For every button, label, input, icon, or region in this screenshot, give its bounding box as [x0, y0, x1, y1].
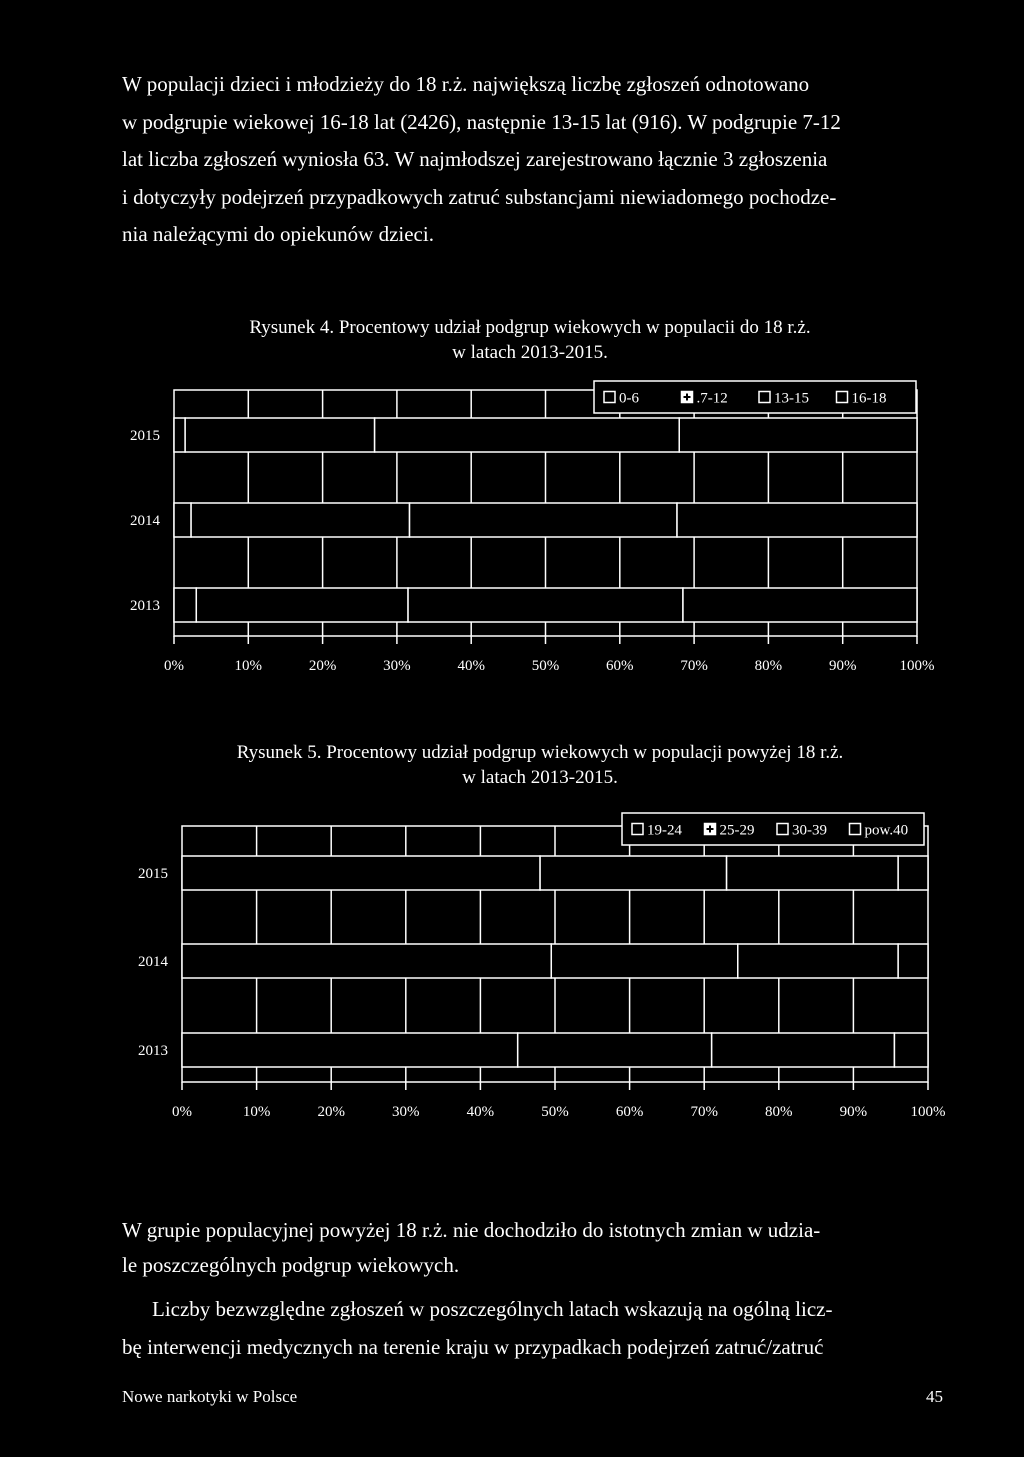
x-tick-label: 70%: [680, 658, 708, 674]
x-tick-label: 0%: [172, 1104, 192, 1120]
x-tick-label: 0%: [164, 658, 184, 674]
legend-label: 13-15: [774, 390, 809, 407]
x-tick-label: 20%: [317, 1104, 345, 1120]
y-category-label: 2014: [138, 954, 168, 970]
y-category-label: 2015: [130, 428, 160, 444]
x-tick-label: 70%: [690, 1104, 718, 1120]
legend-label: 16-18: [851, 390, 887, 407]
legend-label: .7-12: [696, 390, 728, 407]
figure5-caption-line1: Rysunek 5. Procentowy udział podgrup wiekowych w populacji powyżej 18 r.ż.: [236, 742, 844, 763]
legend-label: 25-29: [719, 822, 755, 839]
bar-segment-30-39: [727, 856, 899, 890]
x-tick-label: 30%: [383, 658, 411, 674]
x-tick-label: 40%: [466, 1104, 495, 1120]
x-tick-label: 80%: [754, 658, 783, 674]
bar-segment-pow-40: [894, 1033, 928, 1067]
x-tick-label: 60%: [606, 658, 634, 674]
text-line: le poszczególnych podgrup wiekowych.: [122, 1253, 460, 1277]
bar-segment-25-29: [518, 1033, 712, 1067]
x-tick-label: 10%: [242, 1104, 271, 1120]
figure4-caption-line2: w latach 2013-2015.: [452, 342, 608, 363]
bar-segment-25-29: [540, 856, 727, 890]
text-line: Liczby bezwzględne zgłoszeń w poszczególnych latach wskazują na ogólną licz-: [152, 1297, 833, 1321]
text-line: nia należącymi do opiekunów dzieci.: [122, 222, 434, 246]
figure4-caption-line1: Rysunek 4. Procentowy udział podgrup wiekowych w populacii do 18 r.ż.: [249, 317, 811, 338]
bar-segment-19-24: [182, 856, 540, 890]
page-number: 45: [926, 1387, 943, 1406]
x-tick-label: 50%: [541, 1104, 569, 1120]
bar-segment-pow-40: [898, 944, 928, 978]
text-line: lat liczba zgłoszeń wyniosła 63. W najmłodszej zarejestrowano łącznie 3 zgłoszenia: [122, 147, 828, 171]
text-line: i dotyczyły podejrzeń przypadkowych zatruć substancjami niewiadomego pochodze-: [122, 184, 837, 209]
outro-paragraph-2: [122, 1291, 948, 1366]
legend-swatch: [632, 824, 643, 835]
x-tick-label: 40%: [457, 658, 485, 674]
y-category-label: 2013: [138, 1043, 168, 1059]
x-tick-label: 90%: [828, 658, 857, 674]
x-tick-label: 50%: [531, 658, 560, 674]
x-tick-label: 30%: [392, 1104, 420, 1120]
legend-label: pow.40: [864, 822, 909, 839]
x-tick-label: 80%: [765, 1104, 793, 1120]
legend-swatch: [850, 824, 861, 835]
text-line: bę interwencji medycznych na terenie kraju w przypadkach podejrzeń zatruć/zatruć: [122, 1334, 824, 1359]
figure5-caption-line2: w latach 2013-2015.: [462, 767, 618, 788]
legend-label: 30-39: [792, 822, 827, 839]
x-tick-label: 90%: [839, 1104, 868, 1120]
x-tick-label: 100%: [899, 658, 935, 674]
x-tick-label: 60%: [615, 1104, 644, 1120]
y-category-label: 2013: [130, 598, 160, 614]
outro-paragraph-1: [122, 1213, 948, 1283]
bar-segment-pow-40: [898, 856, 928, 890]
x-tick-label: 100%: [910, 1104, 946, 1120]
x-tick-label: 10%: [234, 658, 263, 674]
text-line: W grupie populacyjnej powyżej 18 r.ż. nie dochodziło do istotnych zmian w udzia-: [122, 1218, 821, 1242]
bar-segment-19-24: [182, 1033, 518, 1067]
y-category-label: 2015: [138, 866, 168, 882]
footer-title: Nowe narkotyki w Polsce: [122, 1387, 298, 1406]
text-line: W populacji dzieci i młodzieży do 18 r.ż. największą liczbę zgłoszeń odnotowano: [122, 72, 810, 96]
bar-segment-30-39: [738, 944, 898, 978]
bar-segment-30-39: [712, 1033, 895, 1067]
y-category-label: 2014: [130, 513, 160, 529]
bar-segment-25-29: [551, 944, 738, 978]
bar-segment-19-24: [182, 944, 551, 978]
legend-swatch: [777, 824, 788, 835]
x-tick-label: 20%: [308, 658, 337, 674]
legend-label: 19-24: [647, 822, 682, 839]
text-line: w podgrupie wiekowej 16-18 lat (2426), następnie 13-15 lat (916). W podgrupie 7-12: [122, 109, 841, 134]
legend-label: 0-6: [619, 390, 639, 407]
